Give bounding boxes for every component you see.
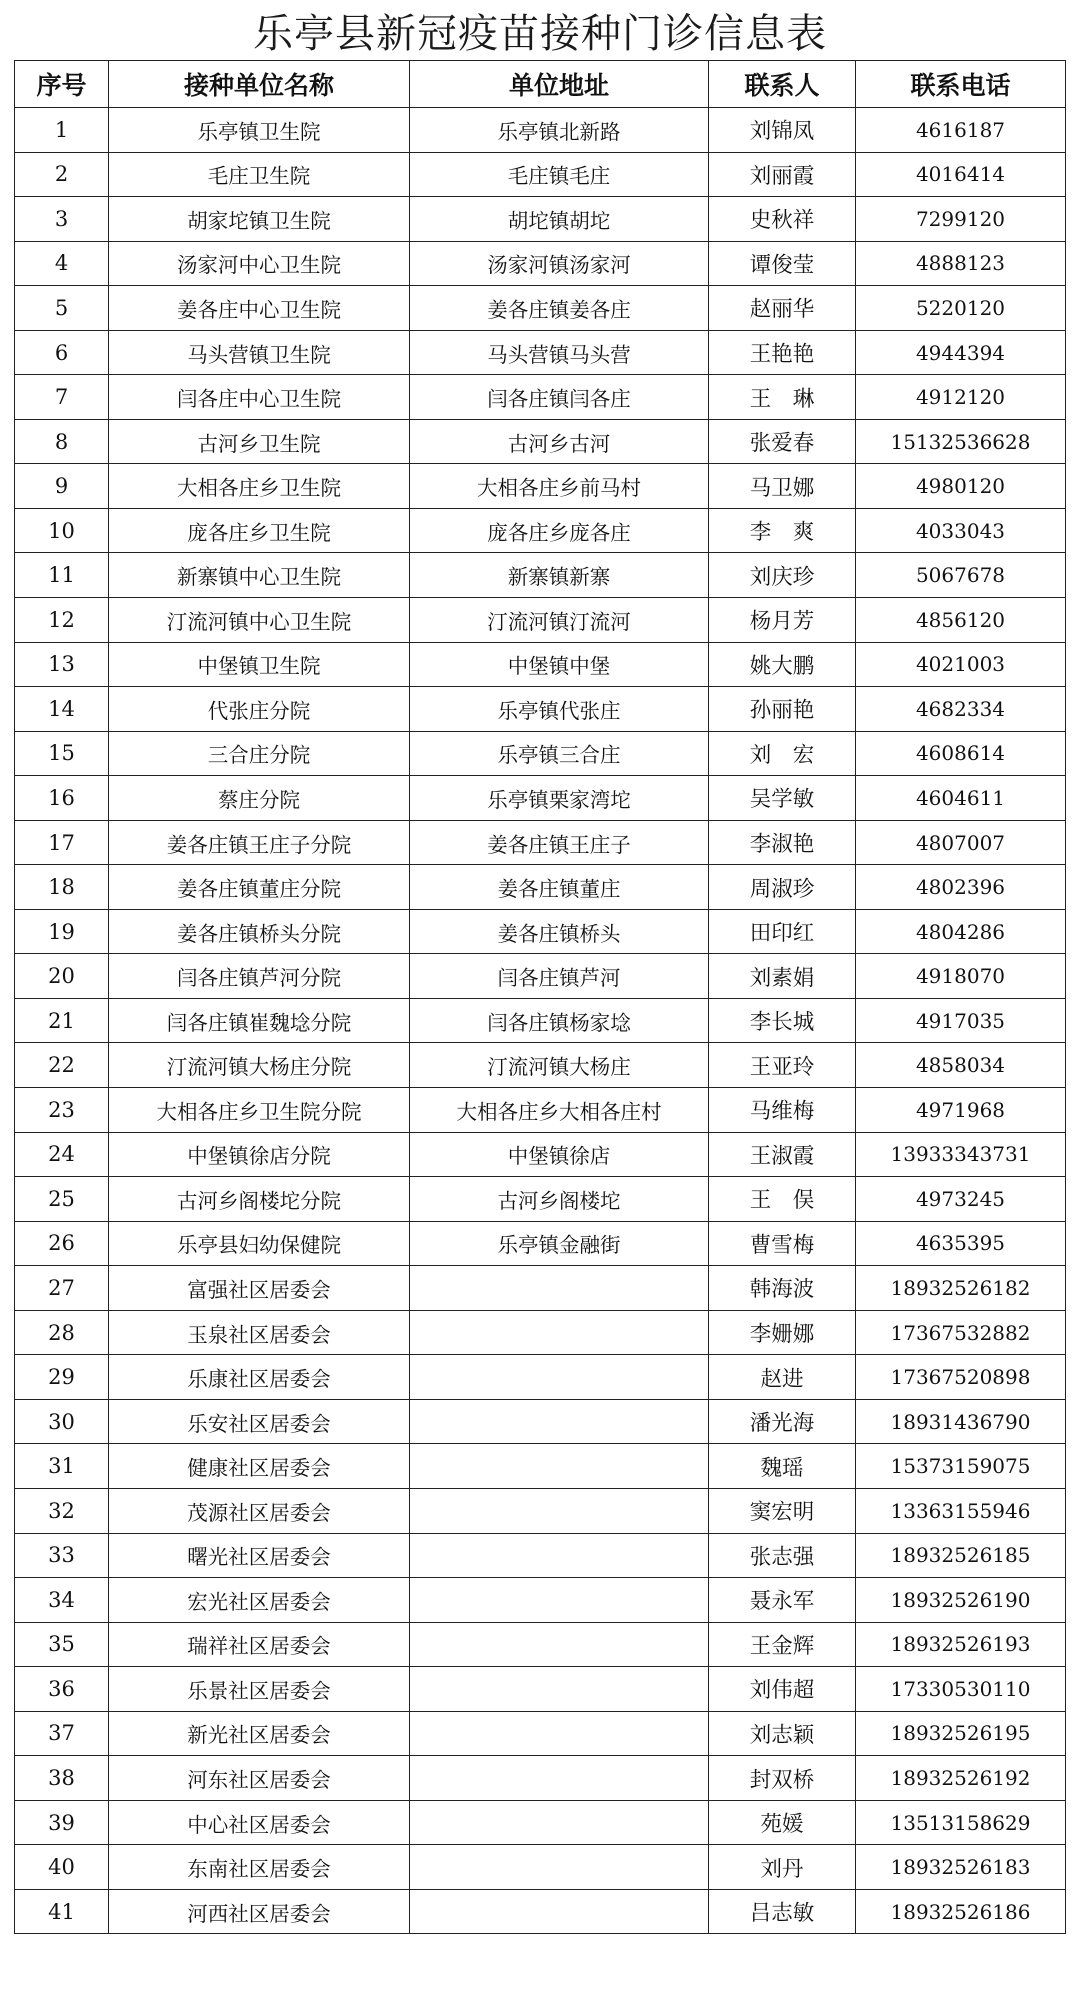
cell-index: 16 xyxy=(15,776,109,821)
table-row xyxy=(15,464,1066,509)
cell-phone: 18931436790 xyxy=(856,1399,1066,1444)
table-row xyxy=(15,1088,1066,1133)
table-row xyxy=(15,1399,1066,1444)
table-row xyxy=(15,330,1066,375)
cell-address: 汀流河镇汀流河 xyxy=(410,598,709,643)
cell-address xyxy=(410,1355,709,1400)
cell-index: 1 xyxy=(15,108,109,153)
cell-contact: 马维梅 xyxy=(709,1088,856,1133)
cell-unit-name: 三合庄分院 xyxy=(109,731,410,776)
cell-index: 28 xyxy=(15,1310,109,1355)
cell-contact: 韩海波 xyxy=(709,1266,856,1311)
table-row xyxy=(15,1578,1066,1623)
table-row xyxy=(15,998,1066,1043)
cell-index: 36 xyxy=(15,1667,109,1712)
cell-phone: 18932526190 xyxy=(856,1578,1066,1623)
cell-index: 24 xyxy=(15,1132,109,1177)
cell-address xyxy=(410,1399,709,1444)
cell-contact: 王淑霞 xyxy=(709,1132,856,1177)
cell-contact: 孙丽艳 xyxy=(709,687,856,732)
cell-address: 乐亭镇金融街 xyxy=(410,1221,709,1266)
cell-address: 古河乡阁楼坨 xyxy=(410,1177,709,1222)
cell-index: 29 xyxy=(15,1355,109,1400)
cell-address: 乐亭镇栗家湾坨 xyxy=(410,776,709,821)
cell-index: 9 xyxy=(15,464,109,509)
table-row xyxy=(15,776,1066,821)
cell-address: 庞各庄乡庞各庄 xyxy=(410,508,709,553)
cell-index: 25 xyxy=(15,1177,109,1222)
cell-phone: 17367532882 xyxy=(856,1310,1066,1355)
table-row xyxy=(15,508,1066,553)
cell-phone: 4917035 xyxy=(856,998,1066,1043)
cell-contact: 刘伟超 xyxy=(709,1667,856,1712)
cell-phone: 5220120 xyxy=(856,286,1066,331)
cell-phone: 4604611 xyxy=(856,776,1066,821)
cell-address: 乐亭镇北新路 xyxy=(410,108,709,153)
cell-phone: 17367520898 xyxy=(856,1355,1066,1400)
header-phone: 联系电话 xyxy=(856,61,1066,108)
cell-index: 40 xyxy=(15,1845,109,1890)
cell-phone: 13363155946 xyxy=(856,1488,1066,1533)
cell-contact: 吴学敏 xyxy=(709,776,856,821)
cell-unit-name: 东南社区居委会 xyxy=(109,1845,410,1890)
cell-contact: 姚大鹏 xyxy=(709,642,856,687)
table-row xyxy=(15,731,1066,776)
table-row xyxy=(15,197,1066,242)
cell-phone: 4635395 xyxy=(856,1221,1066,1266)
table-row xyxy=(15,1132,1066,1177)
cell-index: 6 xyxy=(15,330,109,375)
cell-contact: 王 俣 xyxy=(709,1177,856,1222)
cell-contact: 封双桥 xyxy=(709,1756,856,1801)
cell-index: 10 xyxy=(15,508,109,553)
cell-unit-name: 闫各庄镇崔魏埝分院 xyxy=(109,998,410,1043)
cell-index: 5 xyxy=(15,286,109,331)
header-row xyxy=(15,61,1066,108)
cell-unit-name: 中堡镇徐店分院 xyxy=(109,1132,410,1177)
cell-contact: 李长城 xyxy=(709,998,856,1043)
cell-address xyxy=(410,1667,709,1712)
cell-address: 中堡镇中堡 xyxy=(410,642,709,687)
cell-contact: 刘丹 xyxy=(709,1845,856,1890)
cell-index: 11 xyxy=(15,553,109,598)
cell-unit-name: 胡家坨镇卫生院 xyxy=(109,197,410,242)
cell-phone: 18932526193 xyxy=(856,1622,1066,1667)
table-row xyxy=(15,598,1066,643)
table-row xyxy=(15,419,1066,464)
cell-contact: 张志强 xyxy=(709,1533,856,1578)
table-row xyxy=(15,1800,1066,1845)
cell-index: 8 xyxy=(15,419,109,464)
cell-contact: 史秋祥 xyxy=(709,197,856,242)
cell-address xyxy=(410,1310,709,1355)
cell-unit-name: 曙光社区居委会 xyxy=(109,1533,410,1578)
header-address: 单位地址 xyxy=(410,61,709,108)
page-title: 乐亭县新冠疫苗接种门诊信息表 xyxy=(253,10,827,57)
cell-index: 30 xyxy=(15,1399,109,1444)
cell-address xyxy=(410,1488,709,1533)
cell-contact: 刘 宏 xyxy=(709,731,856,776)
table-row xyxy=(15,108,1066,153)
cell-unit-name: 姜各庄镇桥头分院 xyxy=(109,909,410,954)
cell-contact: 李淑艳 xyxy=(709,820,856,865)
cell-contact: 刘丽霞 xyxy=(709,152,856,197)
cell-index: 18 xyxy=(15,865,109,910)
table-row xyxy=(15,375,1066,420)
table-row xyxy=(15,642,1066,687)
cell-unit-name: 古河乡阁楼坨分院 xyxy=(109,1177,410,1222)
cell-contact: 王金辉 xyxy=(709,1622,856,1667)
cell-unit-name: 新光社区居委会 xyxy=(109,1711,410,1756)
cell-phone: 4804286 xyxy=(856,909,1066,954)
cell-contact: 李 爽 xyxy=(709,508,856,553)
cell-unit-name: 中堡镇卫生院 xyxy=(109,642,410,687)
cell-unit-name: 姜各庄镇董庄分院 xyxy=(109,865,410,910)
cell-phone: 4608614 xyxy=(856,731,1066,776)
cell-index: 38 xyxy=(15,1756,109,1801)
table-row xyxy=(15,1667,1066,1712)
cell-phone: 4856120 xyxy=(856,598,1066,643)
cell-contact: 张爱春 xyxy=(709,419,856,464)
cell-phone: 4971968 xyxy=(856,1088,1066,1133)
cell-index: 20 xyxy=(15,954,109,999)
cell-phone: 15373159075 xyxy=(856,1444,1066,1489)
cell-phone: 18932526195 xyxy=(856,1711,1066,1756)
cell-contact: 王艳艳 xyxy=(709,330,856,375)
table-row xyxy=(15,1756,1066,1801)
cell-index: 12 xyxy=(15,598,109,643)
table-row xyxy=(15,1845,1066,1890)
cell-unit-name: 茂源社区居委会 xyxy=(109,1488,410,1533)
cell-unit-name: 大相各庄乡卫生院分院 xyxy=(109,1088,410,1133)
cell-unit-name: 富强社区居委会 xyxy=(109,1266,410,1311)
cell-phone: 13513158629 xyxy=(856,1800,1066,1845)
cell-phone: 4016414 xyxy=(856,152,1066,197)
cell-index: 39 xyxy=(15,1800,109,1845)
cell-index: 19 xyxy=(15,909,109,954)
cell-address: 胡坨镇胡坨 xyxy=(410,197,709,242)
header-index: 序号 xyxy=(15,61,109,108)
cell-contact: 刘锦凤 xyxy=(709,108,856,153)
cell-phone: 4616187 xyxy=(856,108,1066,153)
table-row xyxy=(15,1533,1066,1578)
table-row xyxy=(15,1355,1066,1400)
cell-contact: 刘庆珍 xyxy=(709,553,856,598)
cell-address: 大相各庄乡大相各庄村 xyxy=(410,1088,709,1133)
cell-unit-name: 新寨镇中心卫生院 xyxy=(109,553,410,598)
table-row xyxy=(15,1177,1066,1222)
cell-address: 乐亭镇三合庄 xyxy=(410,731,709,776)
cell-address: 汀流河镇大杨庄 xyxy=(410,1043,709,1088)
cell-contact: 刘志颖 xyxy=(709,1711,856,1756)
cell-phone: 18932526183 xyxy=(856,1845,1066,1890)
cell-address: 乐亭镇代张庄 xyxy=(410,687,709,732)
cell-address: 古河乡古河 xyxy=(410,419,709,464)
cell-contact: 马卫娜 xyxy=(709,464,856,509)
table-row xyxy=(15,553,1066,598)
cell-index: 33 xyxy=(15,1533,109,1578)
cell-phone: 4918070 xyxy=(856,954,1066,999)
cell-unit-name: 姜各庄镇王庄子分院 xyxy=(109,820,410,865)
cell-unit-name: 大相各庄乡卫生院 xyxy=(109,464,410,509)
cell-unit-name: 马头营镇卫生院 xyxy=(109,330,410,375)
table-row xyxy=(15,1711,1066,1756)
cell-phone: 4944394 xyxy=(856,330,1066,375)
cell-phone: 4802396 xyxy=(856,865,1066,910)
cell-address: 姜各庄镇王庄子 xyxy=(410,820,709,865)
cell-index: 7 xyxy=(15,375,109,420)
cell-unit-name: 庞各庄乡卫生院 xyxy=(109,508,410,553)
cell-unit-name: 汤家河中心卫生院 xyxy=(109,241,410,286)
cell-contact: 赵进 xyxy=(709,1355,856,1400)
cell-index: 22 xyxy=(15,1043,109,1088)
cell-index: 34 xyxy=(15,1578,109,1623)
cell-index: 27 xyxy=(15,1266,109,1311)
cell-address xyxy=(410,1845,709,1890)
cell-address: 姜各庄镇董庄 xyxy=(410,865,709,910)
cell-phone: 4807007 xyxy=(856,820,1066,865)
cell-index: 37 xyxy=(15,1711,109,1756)
cell-address xyxy=(410,1756,709,1801)
cell-phone: 4973245 xyxy=(856,1177,1066,1222)
cell-address xyxy=(410,1889,709,1934)
cell-address xyxy=(410,1800,709,1845)
cell-unit-name: 代张庄分院 xyxy=(109,687,410,732)
cell-contact: 谭俊莹 xyxy=(709,241,856,286)
cell-address: 大相各庄乡前马村 xyxy=(410,464,709,509)
table-row xyxy=(15,1266,1066,1311)
cell-contact: 赵丽华 xyxy=(709,286,856,331)
cell-address xyxy=(410,1444,709,1489)
cell-contact: 田印红 xyxy=(709,909,856,954)
cell-index: 21 xyxy=(15,998,109,1043)
cell-unit-name: 宏光社区居委会 xyxy=(109,1578,410,1623)
cell-address: 姜各庄镇姜各庄 xyxy=(410,286,709,331)
cell-phone: 7299120 xyxy=(856,197,1066,242)
cell-phone: 4888123 xyxy=(856,241,1066,286)
cell-index: 31 xyxy=(15,1444,109,1489)
cell-unit-name: 汀流河镇大杨庄分院 xyxy=(109,1043,410,1088)
cell-address: 中堡镇徐店 xyxy=(410,1132,709,1177)
cell-address: 马头营镇马头营 xyxy=(410,330,709,375)
table-row xyxy=(15,241,1066,286)
cell-phone: 4033043 xyxy=(856,508,1066,553)
cell-phone: 4021003 xyxy=(856,642,1066,687)
cell-phone: 18932526192 xyxy=(856,1756,1066,1801)
cell-phone: 15132536628 xyxy=(856,419,1066,464)
cell-unit-name: 乐景社区居委会 xyxy=(109,1667,410,1712)
cell-phone: 4682334 xyxy=(856,687,1066,732)
cell-unit-name: 中心社区居委会 xyxy=(109,1800,410,1845)
cell-phone: 18932526186 xyxy=(856,1889,1066,1934)
cell-unit-name: 健康社区居委会 xyxy=(109,1444,410,1489)
cell-contact: 聂永军 xyxy=(709,1578,856,1623)
table-row xyxy=(15,286,1066,331)
cell-index: 41 xyxy=(15,1889,109,1934)
cell-unit-name: 乐安社区居委会 xyxy=(109,1399,410,1444)
cell-contact: 吕志敏 xyxy=(709,1889,856,1934)
cell-phone: 4858034 xyxy=(856,1043,1066,1088)
cell-contact: 魏瑶 xyxy=(709,1444,856,1489)
cell-address: 闫各庄镇杨家埝 xyxy=(410,998,709,1043)
cell-address xyxy=(410,1622,709,1667)
table-row xyxy=(15,1444,1066,1489)
cell-unit-name: 毛庄卫生院 xyxy=(109,152,410,197)
table-body xyxy=(15,108,1066,1934)
cell-unit-name: 玉泉社区居委会 xyxy=(109,1310,410,1355)
cell-contact: 王 琳 xyxy=(709,375,856,420)
cell-address: 姜各庄镇桥头 xyxy=(410,909,709,954)
cell-address: 新寨镇新寨 xyxy=(410,553,709,598)
cell-unit-name: 瑞祥社区居委会 xyxy=(109,1622,410,1667)
cell-index: 26 xyxy=(15,1221,109,1266)
cell-unit-name: 乐康社区居委会 xyxy=(109,1355,410,1400)
cell-index: 15 xyxy=(15,731,109,776)
cell-unit-name: 河西社区居委会 xyxy=(109,1889,410,1934)
cell-index: 14 xyxy=(15,687,109,732)
table-row xyxy=(15,1488,1066,1533)
cell-unit-name: 姜各庄中心卫生院 xyxy=(109,286,410,331)
cell-contact: 李姗娜 xyxy=(709,1310,856,1355)
table-row xyxy=(15,1310,1066,1355)
table-row xyxy=(15,1043,1066,1088)
table-row xyxy=(15,1889,1066,1934)
cell-address: 汤家河镇汤家河 xyxy=(410,241,709,286)
cell-index: 4 xyxy=(15,241,109,286)
cell-unit-name: 乐亭镇卫生院 xyxy=(109,108,410,153)
cell-index: 32 xyxy=(15,1488,109,1533)
cell-contact: 潘光海 xyxy=(709,1399,856,1444)
cell-contact: 杨月芳 xyxy=(709,598,856,643)
cell-address xyxy=(410,1578,709,1623)
cell-unit-name: 河东社区居委会 xyxy=(109,1756,410,1801)
cell-contact: 周淑珍 xyxy=(709,865,856,910)
cell-unit-name: 古河乡卫生院 xyxy=(109,419,410,464)
cell-phone: 5067678 xyxy=(856,553,1066,598)
cell-address: 闫各庄镇芦河 xyxy=(410,954,709,999)
cell-address: 毛庄镇毛庄 xyxy=(410,152,709,197)
header-contact: 联系人 xyxy=(709,61,856,108)
cell-phone: 4912120 xyxy=(856,375,1066,420)
cell-address xyxy=(410,1533,709,1578)
cell-address xyxy=(410,1266,709,1311)
table-row xyxy=(15,687,1066,732)
table-row xyxy=(15,954,1066,999)
cell-unit-name: 乐亭县妇幼保健院 xyxy=(109,1221,410,1266)
cell-unit-name: 蔡庄分院 xyxy=(109,776,410,821)
table-row xyxy=(15,1221,1066,1266)
cell-unit-name: 闫各庄镇芦河分院 xyxy=(109,954,410,999)
cell-phone: 18932526182 xyxy=(856,1266,1066,1311)
cell-address xyxy=(410,1711,709,1756)
cell-contact: 刘素娟 xyxy=(709,954,856,999)
cell-index: 13 xyxy=(15,642,109,687)
table-row xyxy=(15,1622,1066,1667)
cell-index: 17 xyxy=(15,820,109,865)
cell-contact: 王亚玲 xyxy=(709,1043,856,1088)
cell-index: 3 xyxy=(15,197,109,242)
table-row xyxy=(15,865,1066,910)
cell-contact: 窦宏明 xyxy=(709,1488,856,1533)
cell-phone: 17330530110 xyxy=(856,1667,1066,1712)
cell-index: 2 xyxy=(15,152,109,197)
cell-contact: 曹雪梅 xyxy=(709,1221,856,1266)
clinic-table xyxy=(14,60,1066,1934)
table-row xyxy=(15,820,1066,865)
cell-index: 35 xyxy=(15,1622,109,1667)
cell-phone: 18932526185 xyxy=(856,1533,1066,1578)
table-row xyxy=(15,909,1066,954)
cell-unit-name: 闫各庄中心卫生院 xyxy=(109,375,410,420)
cell-contact: 苑媛 xyxy=(709,1800,856,1845)
cell-address: 闫各庄镇闫各庄 xyxy=(410,375,709,420)
header-unit-name: 接种单位名称 xyxy=(109,61,410,108)
cell-index: 23 xyxy=(15,1088,109,1133)
cell-unit-name: 汀流河镇中心卫生院 xyxy=(109,598,410,643)
table-row xyxy=(15,152,1066,197)
cell-phone: 4980120 xyxy=(856,464,1066,509)
cell-phone: 13933343731 xyxy=(856,1132,1066,1177)
